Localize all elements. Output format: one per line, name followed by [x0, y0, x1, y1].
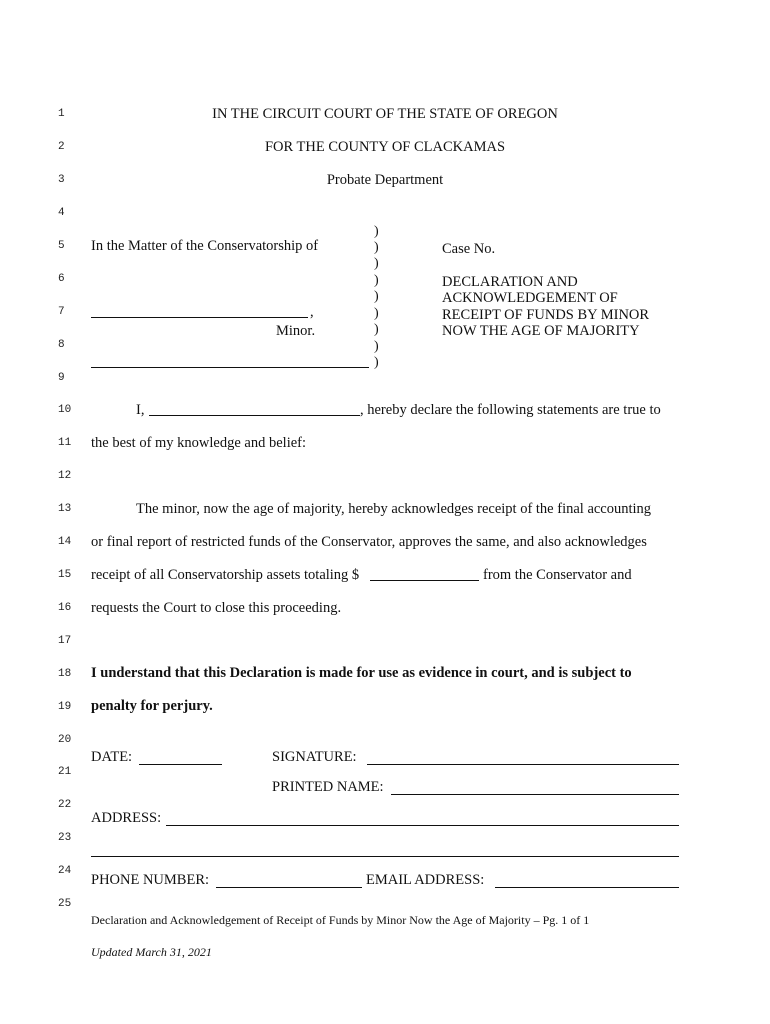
- comma: ,: [310, 304, 314, 320]
- footer-updated: Updated March 31, 2021: [91, 945, 212, 959]
- line-number: 23: [58, 832, 72, 844]
- declare-line-2: the best of my knowledge and belief:: [91, 435, 307, 451]
- conservatee-name-line[interactable]: [91, 317, 308, 318]
- declare-prefix: I,: [136, 402, 145, 418]
- paren: ): [374, 306, 379, 321]
- perjury-statement: penalty for perjury.: [91, 698, 213, 714]
- line-number: 19: [58, 701, 72, 713]
- paragraph-line-prefix: receipt of all Conservatorship assets totaling $: [91, 567, 360, 583]
- line-number: 24: [58, 865, 72, 877]
- signature-label: SIGNATURE:: [272, 749, 357, 765]
- paren: ): [374, 273, 379, 288]
- footer-title: Declaration and Acknowledgement of Receipt of Funds by Minor Now the Age of Majority: [91, 913, 531, 927]
- email-label: EMAIL ADDRESS:: [366, 872, 485, 888]
- assets-amount-line[interactable]: [370, 580, 479, 581]
- line-number: 3: [58, 174, 65, 186]
- paren: ): [374, 289, 379, 304]
- line-number: 11: [58, 437, 72, 449]
- declare-suffix: , hereby declare the following statements are true to: [360, 402, 661, 418]
- line-number: 20: [58, 734, 72, 746]
- document-title: [442, 274, 649, 340]
- case-number-label: Case No.: [442, 241, 496, 257]
- paragraph-line: or final report of restricted funds of the Conservator, approves the same, and also acknowledges: [91, 534, 647, 550]
- paragraph-line: The minor, now the age of majority, hereby acknowledges receipt of the final accounting: [136, 501, 652, 517]
- paragraph-line: requests the Court to close this proceeding.: [91, 600, 342, 616]
- declarant-name-line[interactable]: [149, 415, 360, 416]
- line-number: 25: [58, 898, 72, 910]
- perjury-statement: I understand that this Declaration is made for use as evidence in court, and is subject to: [91, 665, 632, 681]
- footer-page: – Pg. 1 of 1: [533, 913, 590, 927]
- caption-bottom-line: [91, 367, 369, 368]
- phone-label: PHONE NUMBER:: [91, 872, 210, 888]
- paren: ): [374, 322, 379, 337]
- date-field[interactable]: [139, 764, 222, 765]
- document-title-line: NOW THE AGE OF MAJORITY: [442, 323, 640, 340]
- minor-label: Minor.: [276, 323, 316, 339]
- line-number: 7: [58, 306, 65, 318]
- line-number: 21: [58, 766, 72, 778]
- address-field-line-2[interactable]: [91, 856, 679, 857]
- county-heading: FOR THE COUNTY OF CLACKAMAS: [264, 139, 506, 155]
- document-title-line: RECEIPT OF FUNDS BY MINOR: [442, 306, 650, 323]
- signature-field[interactable]: [367, 764, 679, 765]
- line-number: 6: [58, 273, 65, 285]
- line-number: 1: [58, 108, 65, 120]
- line-number: 12: [58, 470, 72, 482]
- paragraph-line-suffix: from the Conservator and: [483, 567, 632, 583]
- line-number: 18: [58, 668, 72, 680]
- address-field[interactable]: [166, 825, 679, 826]
- paren: ): [374, 240, 379, 255]
- date-label: DATE:: [91, 749, 133, 765]
- line-number: 14: [58, 536, 72, 548]
- paren: ): [374, 224, 379, 239]
- line-number: 8: [58, 339, 65, 351]
- paren: ): [374, 256, 379, 271]
- phone-field[interactable]: [216, 887, 362, 888]
- court-heading: IN THE CIRCUIT COURT OF THE STATE OF OREGON: [212, 106, 558, 122]
- document-title-line: DECLARATION AND: [442, 274, 578, 290]
- printed-name-field[interactable]: [391, 794, 679, 795]
- line-number: 15: [58, 569, 72, 581]
- paren: ): [374, 355, 379, 370]
- line-number: 2: [58, 141, 65, 153]
- line-number: 17: [58, 635, 72, 647]
- line-number: 22: [58, 799, 72, 811]
- paren: ): [374, 339, 379, 354]
- document-title-line: ACKNOWLEDGEMENT OF: [442, 290, 618, 307]
- line-number: 10: [58, 404, 72, 416]
- matter-label: In the Matter of the Conservatorship of: [91, 238, 319, 254]
- line-number: 13: [58, 503, 72, 515]
- line-number: 4: [58, 207, 65, 219]
- printed-name-label: PRINTED NAME:: [272, 779, 384, 795]
- address-label: ADDRESS:: [91, 810, 162, 826]
- line-number: 16: [58, 602, 72, 614]
- line-number: 5: [58, 240, 65, 252]
- department-heading: Probate Department: [326, 172, 444, 188]
- email-field[interactable]: [495, 887, 679, 888]
- line-number: 9: [58, 372, 65, 384]
- footer-title-row: [91, 913, 589, 928]
